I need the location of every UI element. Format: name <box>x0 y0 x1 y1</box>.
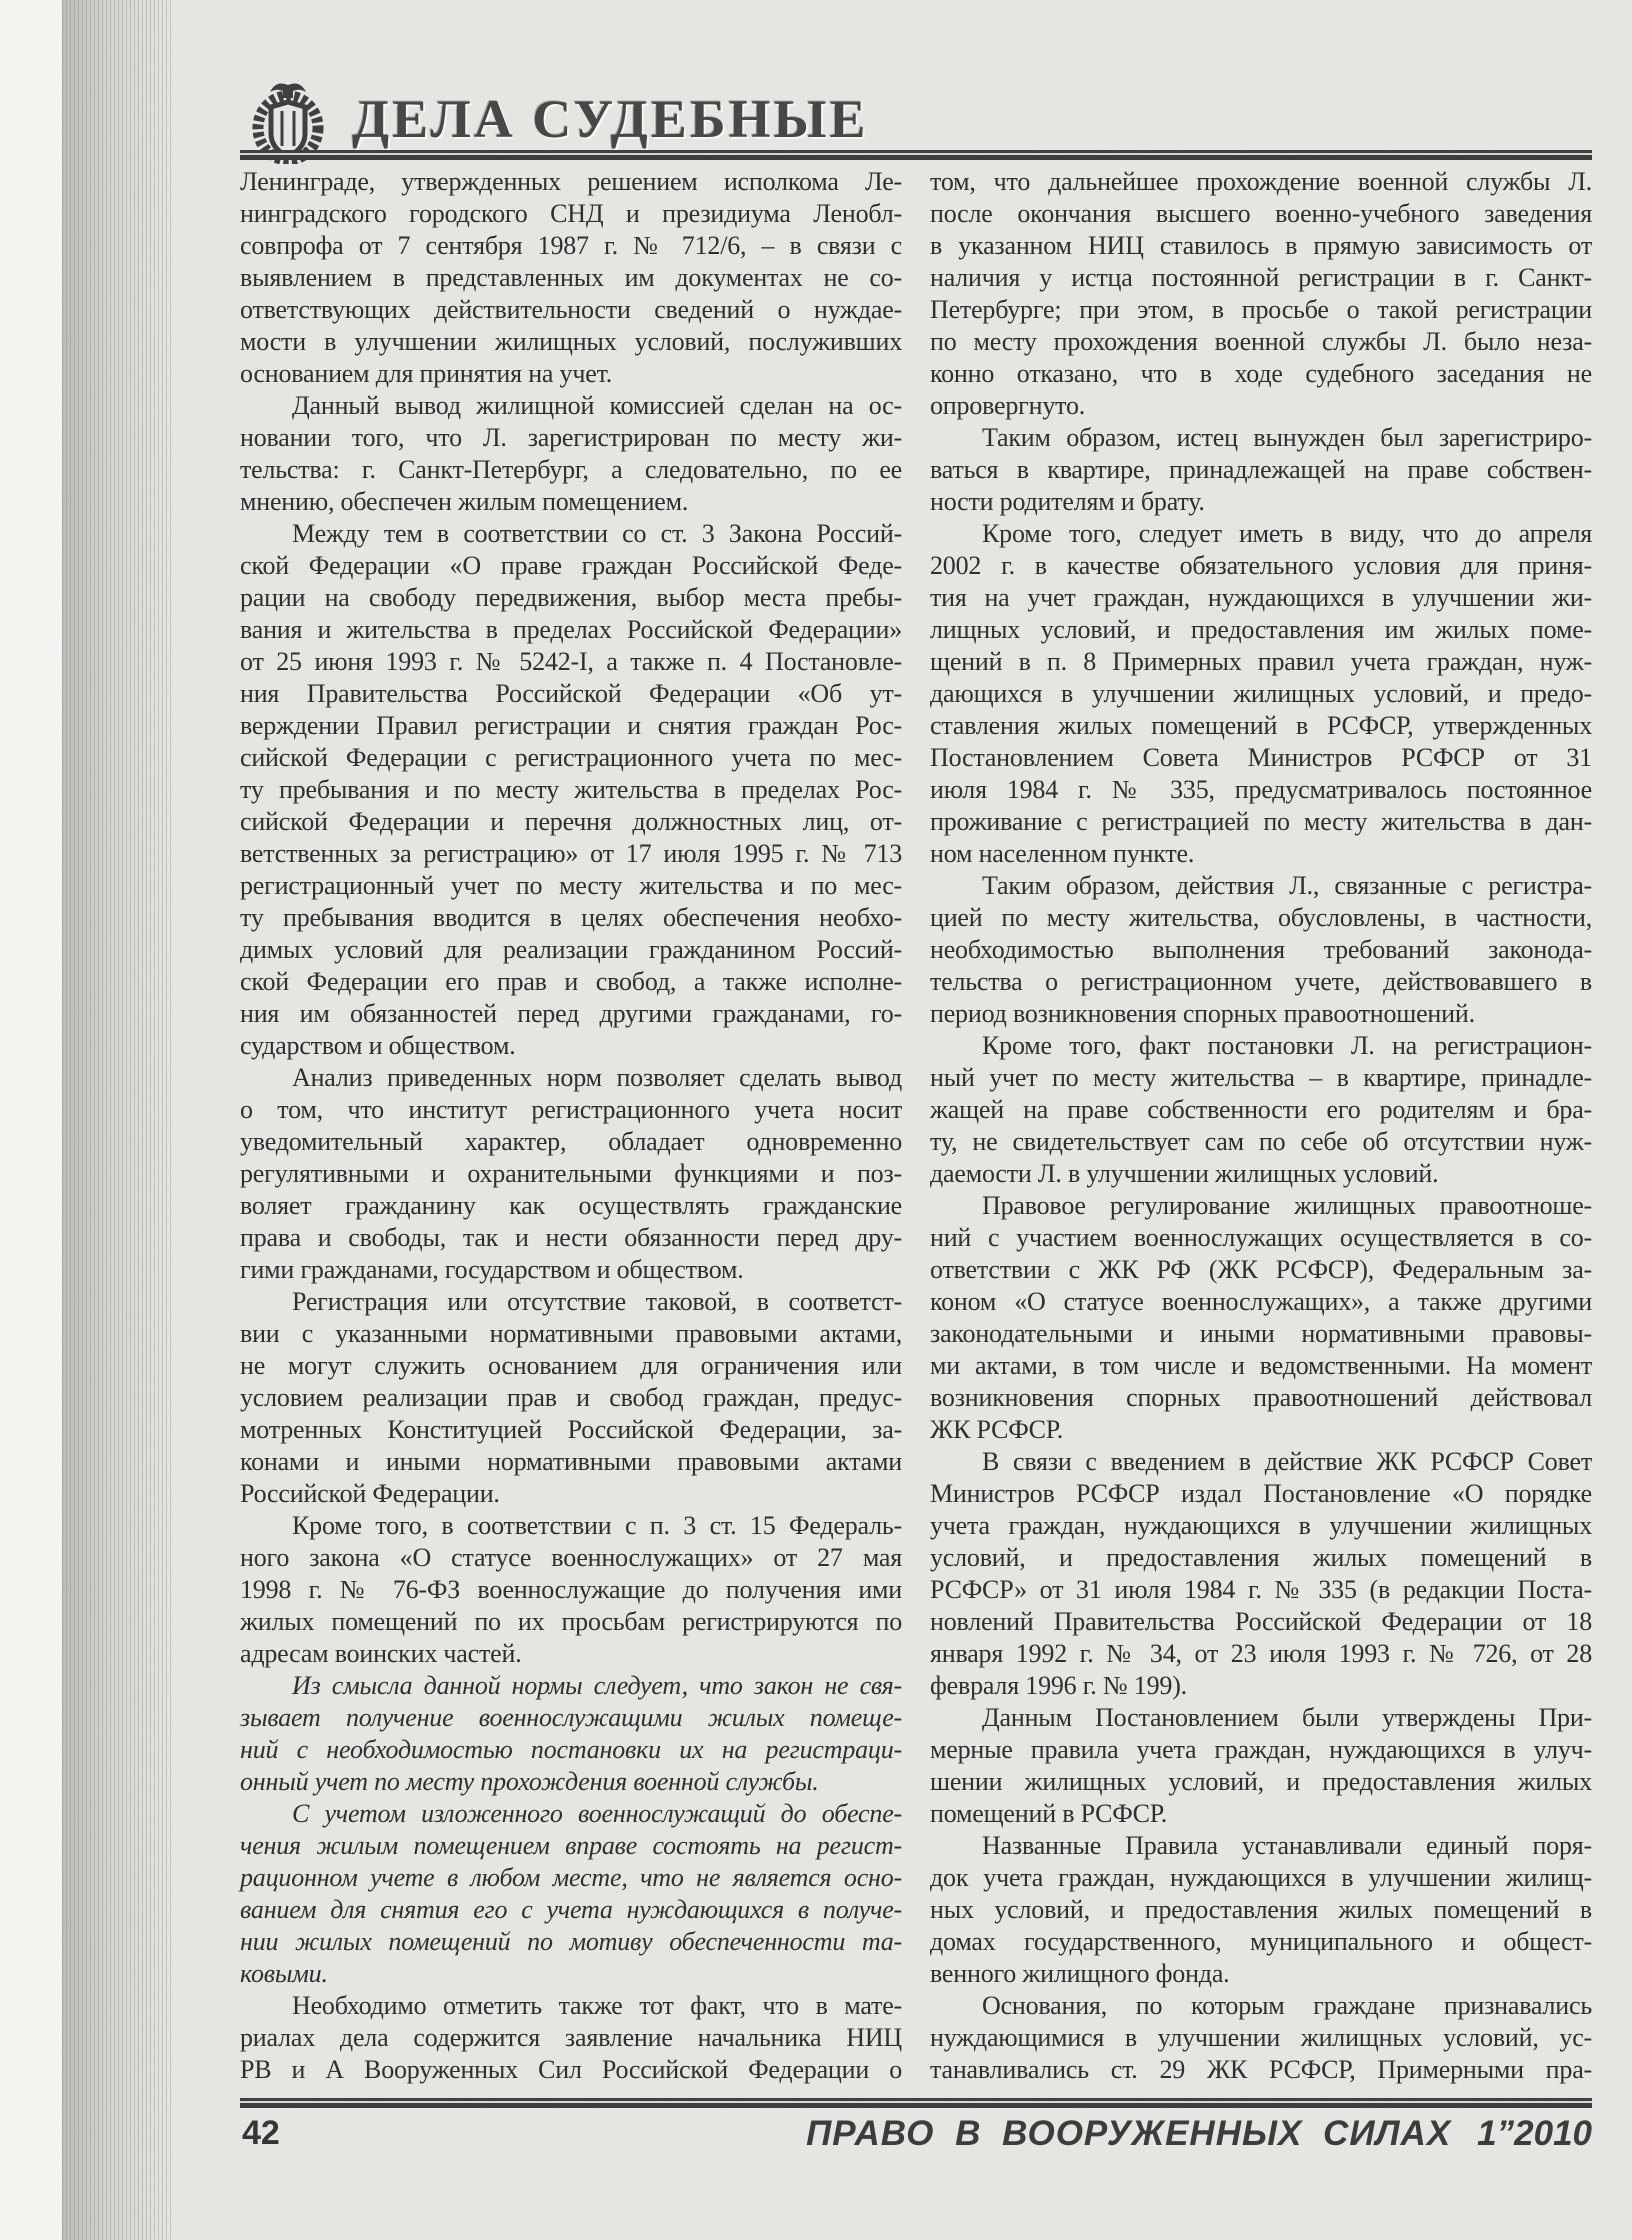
text-line: регистрационный учет по месту жительства и по мес- <box>240 871 902 900</box>
text-line: условий, и предоставления жилых помещений в <box>930 1543 1592 1572</box>
text-line: права и свободы, так и нести обязанности перед дру- <box>240 1223 902 1252</box>
text-line: 1998 г. № 76-ФЗ военнослужащие до получения ими <box>240 1575 902 1604</box>
text-line: Министров РСФСР издал Постановление «О порядке <box>930 1479 1592 1508</box>
text-line: ответствии с ЖК РФ (ЖК РСФСР), Федеральным за- <box>930 1255 1592 1284</box>
text-line: выявлением в представленных им документах не со- <box>240 263 902 292</box>
text-line: ний с участием военнослужащих осуществляется в со- <box>930 1223 1592 1252</box>
text-line: верждении Правил регистрации и снятия граждан Рос- <box>240 711 902 740</box>
text-line: гими гражданами, государством и обществом. <box>240 1255 744 1284</box>
text-line: зывает получение военнослужащими жилых помеще- <box>240 1703 902 1732</box>
text-line: лищных условий, и предоставления им жилых поме- <box>930 615 1592 644</box>
text-line: риалах дела содержится заявление начальника НИЦ <box>240 2023 902 2052</box>
text-line: не могут служить основанием для ограничения или <box>240 1351 902 1380</box>
page-number: 42 <box>242 2114 280 2152</box>
text-line: опровергнуто. <box>930 391 1086 420</box>
text-line: С учетом изложенного военнослужащий до обеспе- <box>292 1799 902 1828</box>
text-line: нинградского городского СНД и президиума Ленобл- <box>240 199 902 228</box>
text-line: февраля 1996 г. № 199). <box>930 1671 1187 1700</box>
text-line: ской Федерации «О праве граждан Российской Феде- <box>240 551 902 580</box>
text-line: конами и иными нормативными правовыми актами <box>240 1447 902 1476</box>
text-line: нии жилых помещений по мотиву обеспеченности та- <box>240 1927 902 1956</box>
text-line: 2002 г. в качестве обязательного условия для приня- <box>930 551 1592 580</box>
text-line: Ленинграде, утвержденных решением исполкома Ле- <box>240 167 902 196</box>
text-line: Правовое регулирование жилищных правоотноше- <box>982 1191 1592 1220</box>
text-line: сийской Федерации с регистрационного учета по мес- <box>240 743 902 772</box>
text-line: января 1992 г. № 34, от 23 июля 1993 г. № 726, от 28 <box>930 1639 1592 1668</box>
text-line: мотренных Конституцией Российской Федерации, за- <box>240 1415 902 1444</box>
text-line: ту пребывания вводится в целях обеспечения необхо- <box>240 903 902 932</box>
page-title: ДЕЛА СУДЕБНЫЕ <box>352 89 869 149</box>
text-line: Российской Федерации. <box>240 1479 500 1508</box>
journal-issue: 1”2010 <box>1477 2114 1592 2153</box>
text-line: Данный вывод жилищной комиссией сделан на ос- <box>292 391 902 420</box>
text-line: щений в п. 8 Примерных правил учета граждан, нуж- <box>930 647 1592 676</box>
text-line: ской Федерации его прав и свобод, а также исполне- <box>240 967 902 996</box>
text-line: в указанном НИЦ ставилось в прямую зависимость от <box>930 231 1592 260</box>
text-line: новлений Правительства Российской Федерации от 18 <box>930 1607 1592 1636</box>
footer-rule <box>240 2098 1592 2108</box>
text-line: цией по месту жительства, обусловлены, в частности, <box>930 903 1592 932</box>
text-line: наличия у истца постоянной регистрации в г. Санкт- <box>930 263 1592 292</box>
text-line: Необходимо отметить также тот факт, что в мате- <box>292 1991 902 2020</box>
text-line: тельства: г. Санкт-Петербург, а следовательно, по ее <box>240 455 902 484</box>
article-body <box>240 166 1592 2086</box>
text-line: регулятивными и охранительными функциями и поз- <box>240 1159 902 1188</box>
text-line: законодательными и иными нормативными правовы- <box>930 1319 1592 1348</box>
text-line: ковыми. <box>240 1959 328 1988</box>
text-line: новании того, что Л. зарегистрирован по месту жи- <box>240 423 902 452</box>
text-line: после окончания высшего военно-учебного заведения <box>930 199 1592 228</box>
text-line: основанием для принятия на учет. <box>240 359 613 388</box>
text-line: ности родителям и брату. <box>930 487 1205 516</box>
text-line: димых условий для реализации гражданином Россий- <box>240 935 902 964</box>
text-line: конно отказано, что в ходе судебного заседания не <box>930 359 1592 388</box>
text-line: адресам воинских частей. <box>240 1639 522 1668</box>
text-line: жащей на праве собственности его родителям и бра- <box>930 1095 1592 1124</box>
text-line: ных условий, и предоставления жилых помещений в <box>930 1895 1592 1924</box>
text-line: Таким образом, истец вынужден был зарегистриро- <box>982 423 1592 452</box>
text-line: чения жилым помещением вправе состоять на регист- <box>240 1831 902 1860</box>
header-rule <box>240 150 1592 160</box>
text-line: от 25 июня 1993 г. № 5242-I, а также п. 4 Постановле- <box>240 647 902 676</box>
text-line: Анализ приведенных норм позволяет сделать вывод <box>292 1063 902 1092</box>
text-line: тия на учет граждан, нуждающихся в улучшении жи- <box>930 583 1592 612</box>
footer <box>240 2114 1592 2158</box>
text-line: шении жилищных условий, и предоставления жилых <box>930 1767 1592 1796</box>
text-line: сийской Федерации и перечня должностных лиц, от- <box>240 807 902 836</box>
text-line: условием реализации прав и свобод граждан, предус- <box>240 1383 902 1412</box>
text-line: уведомительный характер, обладает одновременно <box>240 1127 902 1156</box>
text-line: домах государственного, муниципального и общест- <box>930 1927 1592 1956</box>
text-line: возникновения спорных правоотношений действовал <box>930 1383 1592 1412</box>
text-line: мерные правила учета граждан, нуждающихся в улуч- <box>930 1735 1592 1764</box>
text-line: Данным Постановлением были утверждены При- <box>982 1703 1592 1732</box>
text-line: ния им обязанностей перед другими гражданами, го- <box>240 999 902 1028</box>
text-line: июля 1984 г. № 335, предусматривалось постоянное <box>930 775 1592 804</box>
text-line: ный учет по месту жительства – в квартире, принадле- <box>930 1063 1592 1092</box>
text-line: ту пребывания и по месту жительства в пределах Рос- <box>240 775 902 804</box>
text-line: совпрофа от 7 сентября 1987 г. № 712/6, – в связи с <box>240 231 902 260</box>
text-line: проживание с регистрацией по месту жительства в дан- <box>930 807 1592 836</box>
journal-name: ПРАВО В ВООРУЖЕННЫХ СИЛАХ <box>806 2114 1452 2153</box>
text-line: венного жилищного фонда. <box>930 1959 1230 1988</box>
left-column <box>240 166 902 2086</box>
text-line: о том, что институт регистрационного учета носит <box>240 1095 902 1124</box>
text-line: Таким образом, действия Л., связанные с регистра- <box>982 871 1592 900</box>
text-line: ном населенном пункте. <box>930 839 1195 868</box>
text-line: Кроме того, следует иметь в виду, что до апреля <box>982 519 1592 548</box>
text-line: сударством и обществом. <box>240 1031 516 1060</box>
text-line: ответствующих действительности сведений о нуждае- <box>240 295 902 324</box>
text-line: мости в улучшении жилищных условий, послуживших <box>240 327 902 356</box>
text-line: даемости Л. в улучшении жилищных условий. <box>930 1159 1439 1188</box>
right-column <box>930 166 1592 2086</box>
text-line: Из смысла данной нормы следует, что закон не свя- <box>292 1671 902 1700</box>
text-line: коном «О статусе военнослужащих», а также другими <box>930 1287 1592 1316</box>
text-line: ЖК РСФСР. <box>930 1415 1064 1444</box>
text-line: Основания, по которым граждане признавались <box>982 1991 1592 2020</box>
text-line: Регистрация или отсутствие таковой, в соответст- <box>292 1287 902 1316</box>
text-line: ванием для снятия его с учета нуждающихся в получе- <box>240 1895 902 1924</box>
book-gutter-shadow <box>62 0 172 2240</box>
text-line: ного закона «О статусе военнослужащих» от 27 мая <box>240 1543 902 1572</box>
text-line: по месту прохождения военной службы Л. было неза- <box>930 327 1592 356</box>
text-line: ветственных за регистрацию» от 17 июля 1995 г. № 713 <box>240 839 902 868</box>
text-line: вания и жительства в пределах Российской Федерации» <box>240 615 902 644</box>
text-line: Петербурге; при этом, в просьбе о такой регистрации <box>930 295 1592 324</box>
text-line: РСФСР» от 31 июля 1984 г. № 335 (в редакции Поста- <box>930 1575 1592 1604</box>
text-line: период возникновения спорных правоотношений. <box>930 999 1475 1028</box>
text-line: необходимостью выполнения требований законода- <box>930 935 1592 964</box>
text-line: дающихся в улучшении жилищных условий, и предо- <box>930 679 1592 708</box>
text-line: помещений в РСФСР. <box>930 1799 1168 1828</box>
text-line: вии с указанными нормативными правовыми актами, <box>240 1319 902 1348</box>
text-line: ми актами, в том числе и ведомственными. На момент <box>930 1351 1592 1380</box>
text-line: воляет гражданину как осуществлять гражданские <box>240 1191 902 1220</box>
text-line: Названные Правила устанавливали единый поря- <box>982 1831 1592 1860</box>
text-line: том, что дальнейшее прохождение военной службы Л. <box>930 167 1592 196</box>
text-line: док учета граждан, нуждающихся в улучшении жилищ- <box>930 1863 1592 1892</box>
text-line: онный учет по месту прохождения военной службы. <box>240 1767 819 1796</box>
text-line: ставления жилых помещений в РСФСР, утвержденных <box>930 711 1592 740</box>
text-line: Между тем в соответствии со ст. 3 Закона Россий- <box>292 519 902 548</box>
text-line: мнению, обеспечен жилым помещением. <box>240 487 689 516</box>
text-line: танавливались ст. 29 ЖК РСФСР, Примерными пра- <box>930 2055 1592 2084</box>
text-line: ния Правительства Российской Федерации «Об ут- <box>240 679 902 708</box>
text-line: нуждающимися в улучшении жилищных условий, ус- <box>930 2023 1592 2052</box>
text-line: ваться в квартире, принадлежащей на праве собствен- <box>930 455 1592 484</box>
text-line: рационном учете в любом месте, что не является осно- <box>240 1863 902 1892</box>
journal-title <box>806 2114 1592 2154</box>
text-line: Постановлением Совета Министров РСФСР от 31 <box>930 743 1592 772</box>
text-line: ний с необходимостью постановки их на регистраци- <box>240 1735 902 1764</box>
text-line: тельства о регистрационном учете, действовавшего в <box>930 967 1592 996</box>
text-line: РВ и А Вооруженных Сил Российской Федерации о <box>240 2055 902 2084</box>
text-line: ту, не свидетельствует сам по себе об отсутствии нуж- <box>930 1127 1592 1156</box>
text-line: жилых помещений по их просьбам регистрируются по <box>240 1607 902 1636</box>
text-line: Кроме того, в соответствии с п. 3 ст. 15 Федераль- <box>292 1511 902 1540</box>
text-line: рации на свободу передвижения, выбор места пребы- <box>240 583 902 612</box>
text-line: Кроме того, факт постановки Л. на регистрацион- <box>982 1031 1592 1060</box>
text-line: В связи с введением в действие ЖК РСФСР Совет <box>982 1447 1592 1476</box>
text-line: учета граждан, нуждающихся в улучшении жилищных <box>930 1511 1592 1540</box>
